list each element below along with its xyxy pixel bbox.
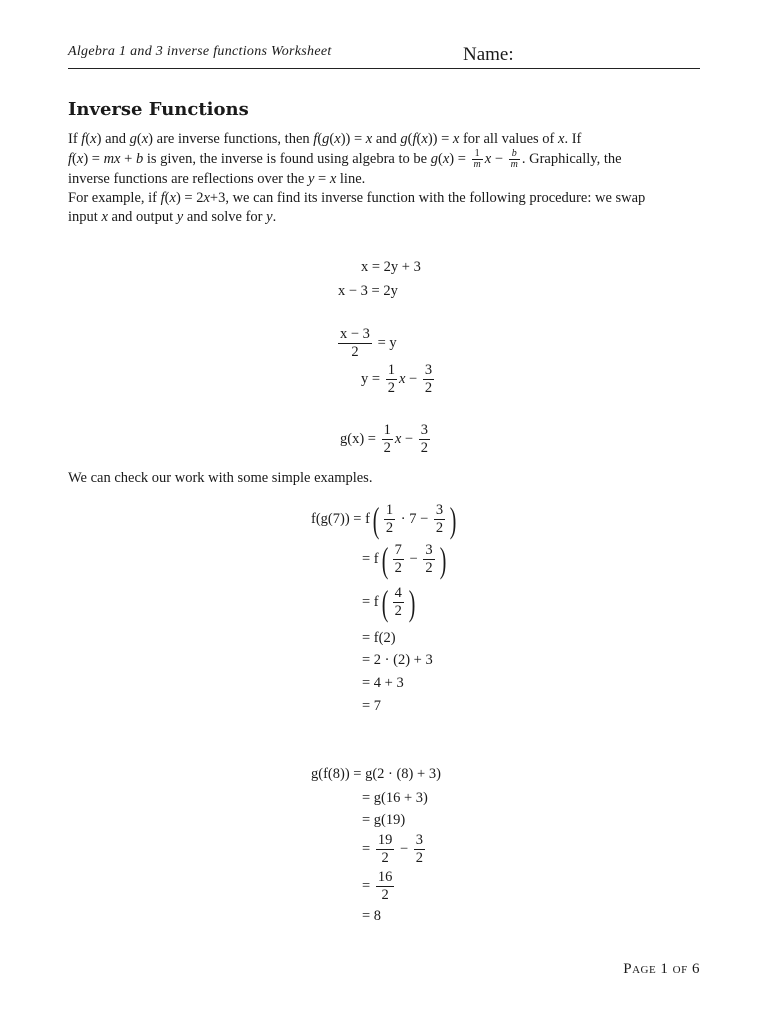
derivation-line-2: x − 3 = 2y [338,283,398,299]
check1-line-1: f(g(7)) = f( $\frac{1}{2}$ · 7 − $\frac{3}{2}$ ) [311,499,457,540]
inverse-result: g(x) = $\frac{1}{2}$ x − $\frac{3}{2}$ [340,422,428,456]
check2-line-6: = 8 [362,908,382,924]
derivation-line-4: y = $\frac{1}{2}$ x − $\frac{3}{2}$ [361,362,433,396]
check1-line-6: = 4 + 3 [362,675,404,691]
check1-line-3: = f( $\frac{4}{2}$ ) [362,582,416,623]
check2-line-4: = $\frac{19}{2}$ − $\frac{3}{2}$ [362,832,423,866]
header-divider [68,68,700,69]
worksheet-title: Algebra 1 and 3 inverse functions Worksheet [68,44,332,59]
check2-line-2: = g(16 + 3) [362,790,428,806]
check1-line-4: = f(2) [362,630,396,646]
check2-line-3: = g(19) [362,812,406,828]
name-label: Name: [463,44,514,65]
intro-paragraph: If f(x) and g(x) are inverse functions, then f(g(x)) = x and g(f(x)) = x for all values of x. If f(x) = mx + b is given, the inverse is found using algebra to be g(x) = $\frac{1}{m}$ x − $\frac{b}{m}$ . Graphically, the inverse functions are reflections over the y = x line. For example, if f(x) = 2x+3, we can find its inverse function with the following procedure: we swap input x and output y and solve for y. [68,131,646,225]
check-intro: We can check our work with some simple examples. [68,470,373,486]
check1-line-7: = 7 [362,698,382,714]
check1-line-2: = f( $\frac{7}{2}$ − $\frac{3}{2}$ ) [362,539,446,580]
section-title: Inverse Functions [68,99,249,120]
page-number: Page 1 of 6 [623,961,700,977]
check2-line-1: g(f(8)) = g(2 · (8) + 3) [311,766,441,782]
derivation-line-3: $\frac{x - 3}{2}$ = y [340,326,397,360]
check2-line-5: = $\frac{16}{2}$ [362,869,393,903]
derivation-line-1: x = 2y + 3 [361,259,421,275]
check1-line-5: = 2 · (2) + 3 [362,652,433,668]
